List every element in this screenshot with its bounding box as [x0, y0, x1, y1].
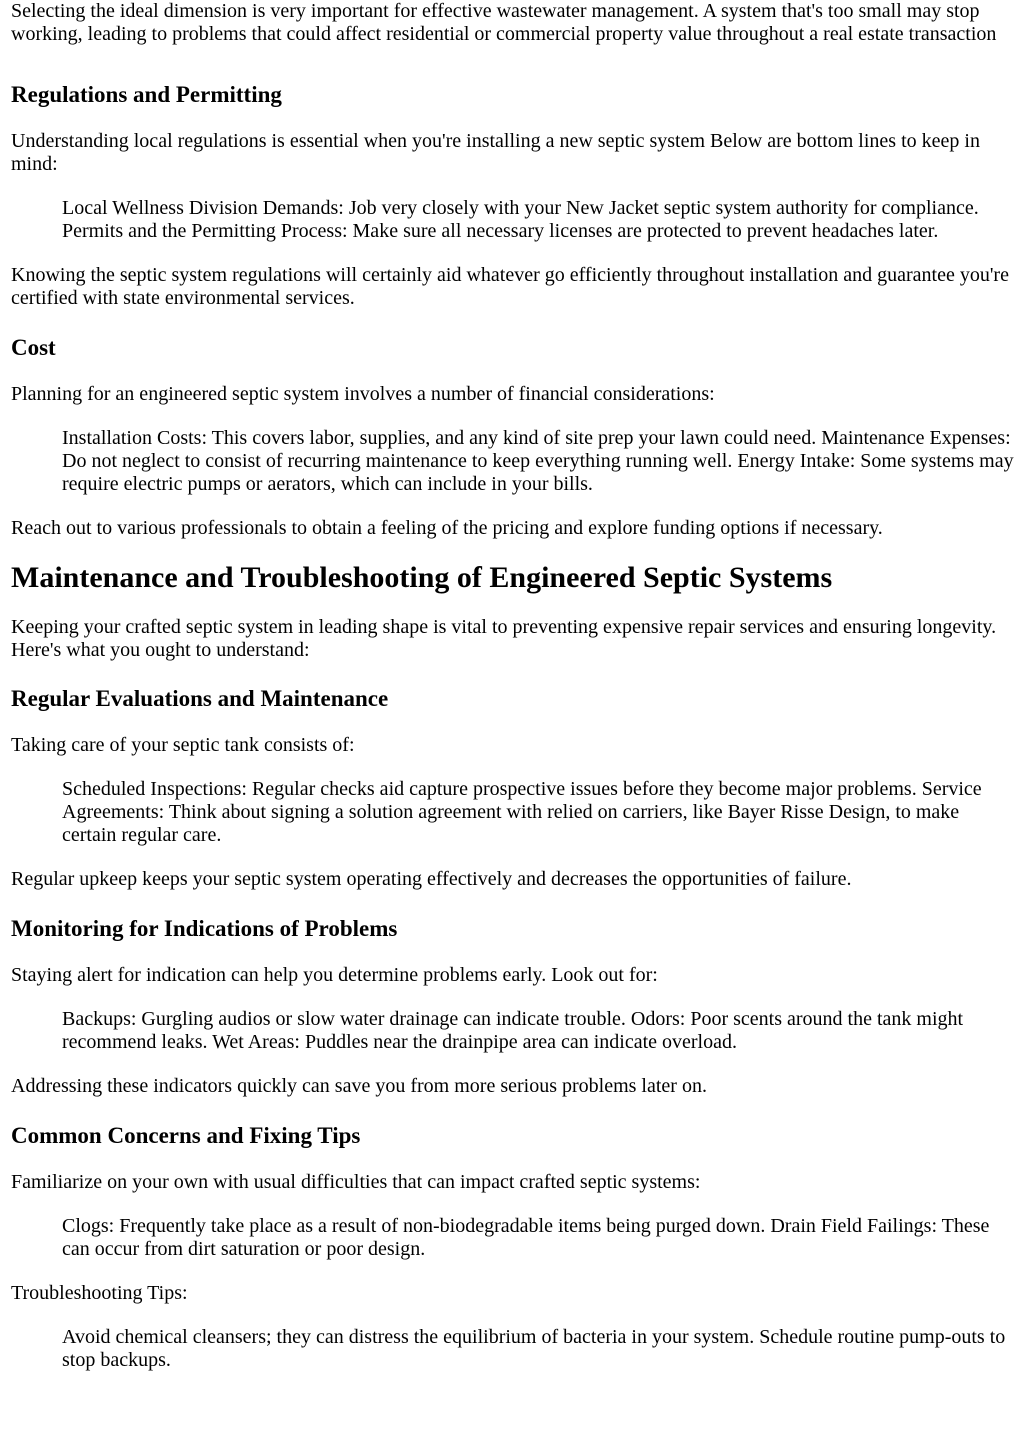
evaluations-quote: Scheduled Inspections: Regular checks aid capture prospective issues before they become major problems. Service Agreements: Think about signing a solution agreement with relied on carriers, like Bayer Risse Design, to make certain regular care.: [62, 778, 982, 846]
monitoring-heading: Monitoring for Indications of Problems: [11, 916, 398, 941]
regulations-quote: Local Wellness Division Demands: Job very closely with your New Jacket septic system authority for compliance. Permits and the Permitting Process: Make sure all necessary licenses are protected to prevent headaches later.: [62, 197, 979, 242]
maintenance-lead: Keeping your crafted septic system in leading shape is vital to preventing expensive repair services and ensuring longevity. Here's what you ought to understand:: [11, 616, 997, 661]
evaluations-closing: Regular upkeep keeps your septic system operating effectively and decreases the opportunities of failure.: [11, 868, 852, 890]
intro-paragraph: Selecting the ideal dimension is very important for effective wastewater management. A system that's too small may stop working, leading to problems that could affect residential or commercial property value throughout a real estate transaction: [11, 0, 997, 45]
monitoring-lead: Staying alert for indication can help you determine problems early. Look out for:: [11, 964, 658, 986]
maintenance-heading: Maintenance and Troubleshooting of Engineered Septic Systems: [11, 561, 833, 594]
troubleshooting-quote: Avoid chemical cleansers; they can distress the equilibrium of bacteria in your system. Schedule routine pump-outs to stop backups.: [62, 1326, 1006, 1371]
monitoring-quote: Backups: Gurgling audios or slow water drainage can indicate trouble. Odors: Poor scents around the tank might recommend leaks. Wet Areas: Puddles near the drainpipe area can indicate overload.: [62, 1008, 964, 1053]
cost-lead: Planning for an engineered septic system involves a number of financial considerations:: [11, 383, 715, 405]
monitoring-closing: Addressing these indicators quickly can save you from more serious problems later on.: [11, 1075, 707, 1097]
regulations-closing: Knowing the septic system regulations will certainly aid whatever go efficiently throughout installation and guarantee you're certified with state environmental services.: [11, 264, 1009, 309]
concerns-lead: Familiarize on your own with usual difficulties that can impact crafted septic systems:: [11, 1171, 701, 1193]
concerns-quote: Clogs: Frequently take place as a result of non-biodegradable items being purged down. Drain Field Failings: These can occur from dirt saturation or poor design.: [62, 1215, 990, 1260]
troubleshooting-label: Troubleshooting Tips:: [11, 1282, 188, 1304]
evaluations-heading: Regular Evaluations and Maintenance: [11, 686, 389, 711]
cost-quote: Installation Costs: This covers labor, supplies, and any kind of site prep your lawn could need. Maintenance Expenses: Do not neglect to consist of recurring maintenance to keep everything running well. Energy Intake: Some systems may require electric pumps or aerators, which can include in your bills.: [62, 427, 1014, 495]
regulations-lead: Understanding local regulations is essential when you're installing a new septic system Below are bottom lines to keep in mind:: [11, 130, 980, 175]
cost-heading: Cost: [11, 335, 56, 360]
concerns-heading: Common Concerns and Fixing Tips: [11, 1123, 361, 1148]
regulations-heading: Regulations and Permitting: [11, 82, 282, 107]
cost-closing: Reach out to various professionals to obtain a feeling of the pricing and explore funding options if necessary.: [11, 517, 883, 539]
evaluations-lead: Taking care of your septic tank consists of:: [11, 734, 355, 756]
